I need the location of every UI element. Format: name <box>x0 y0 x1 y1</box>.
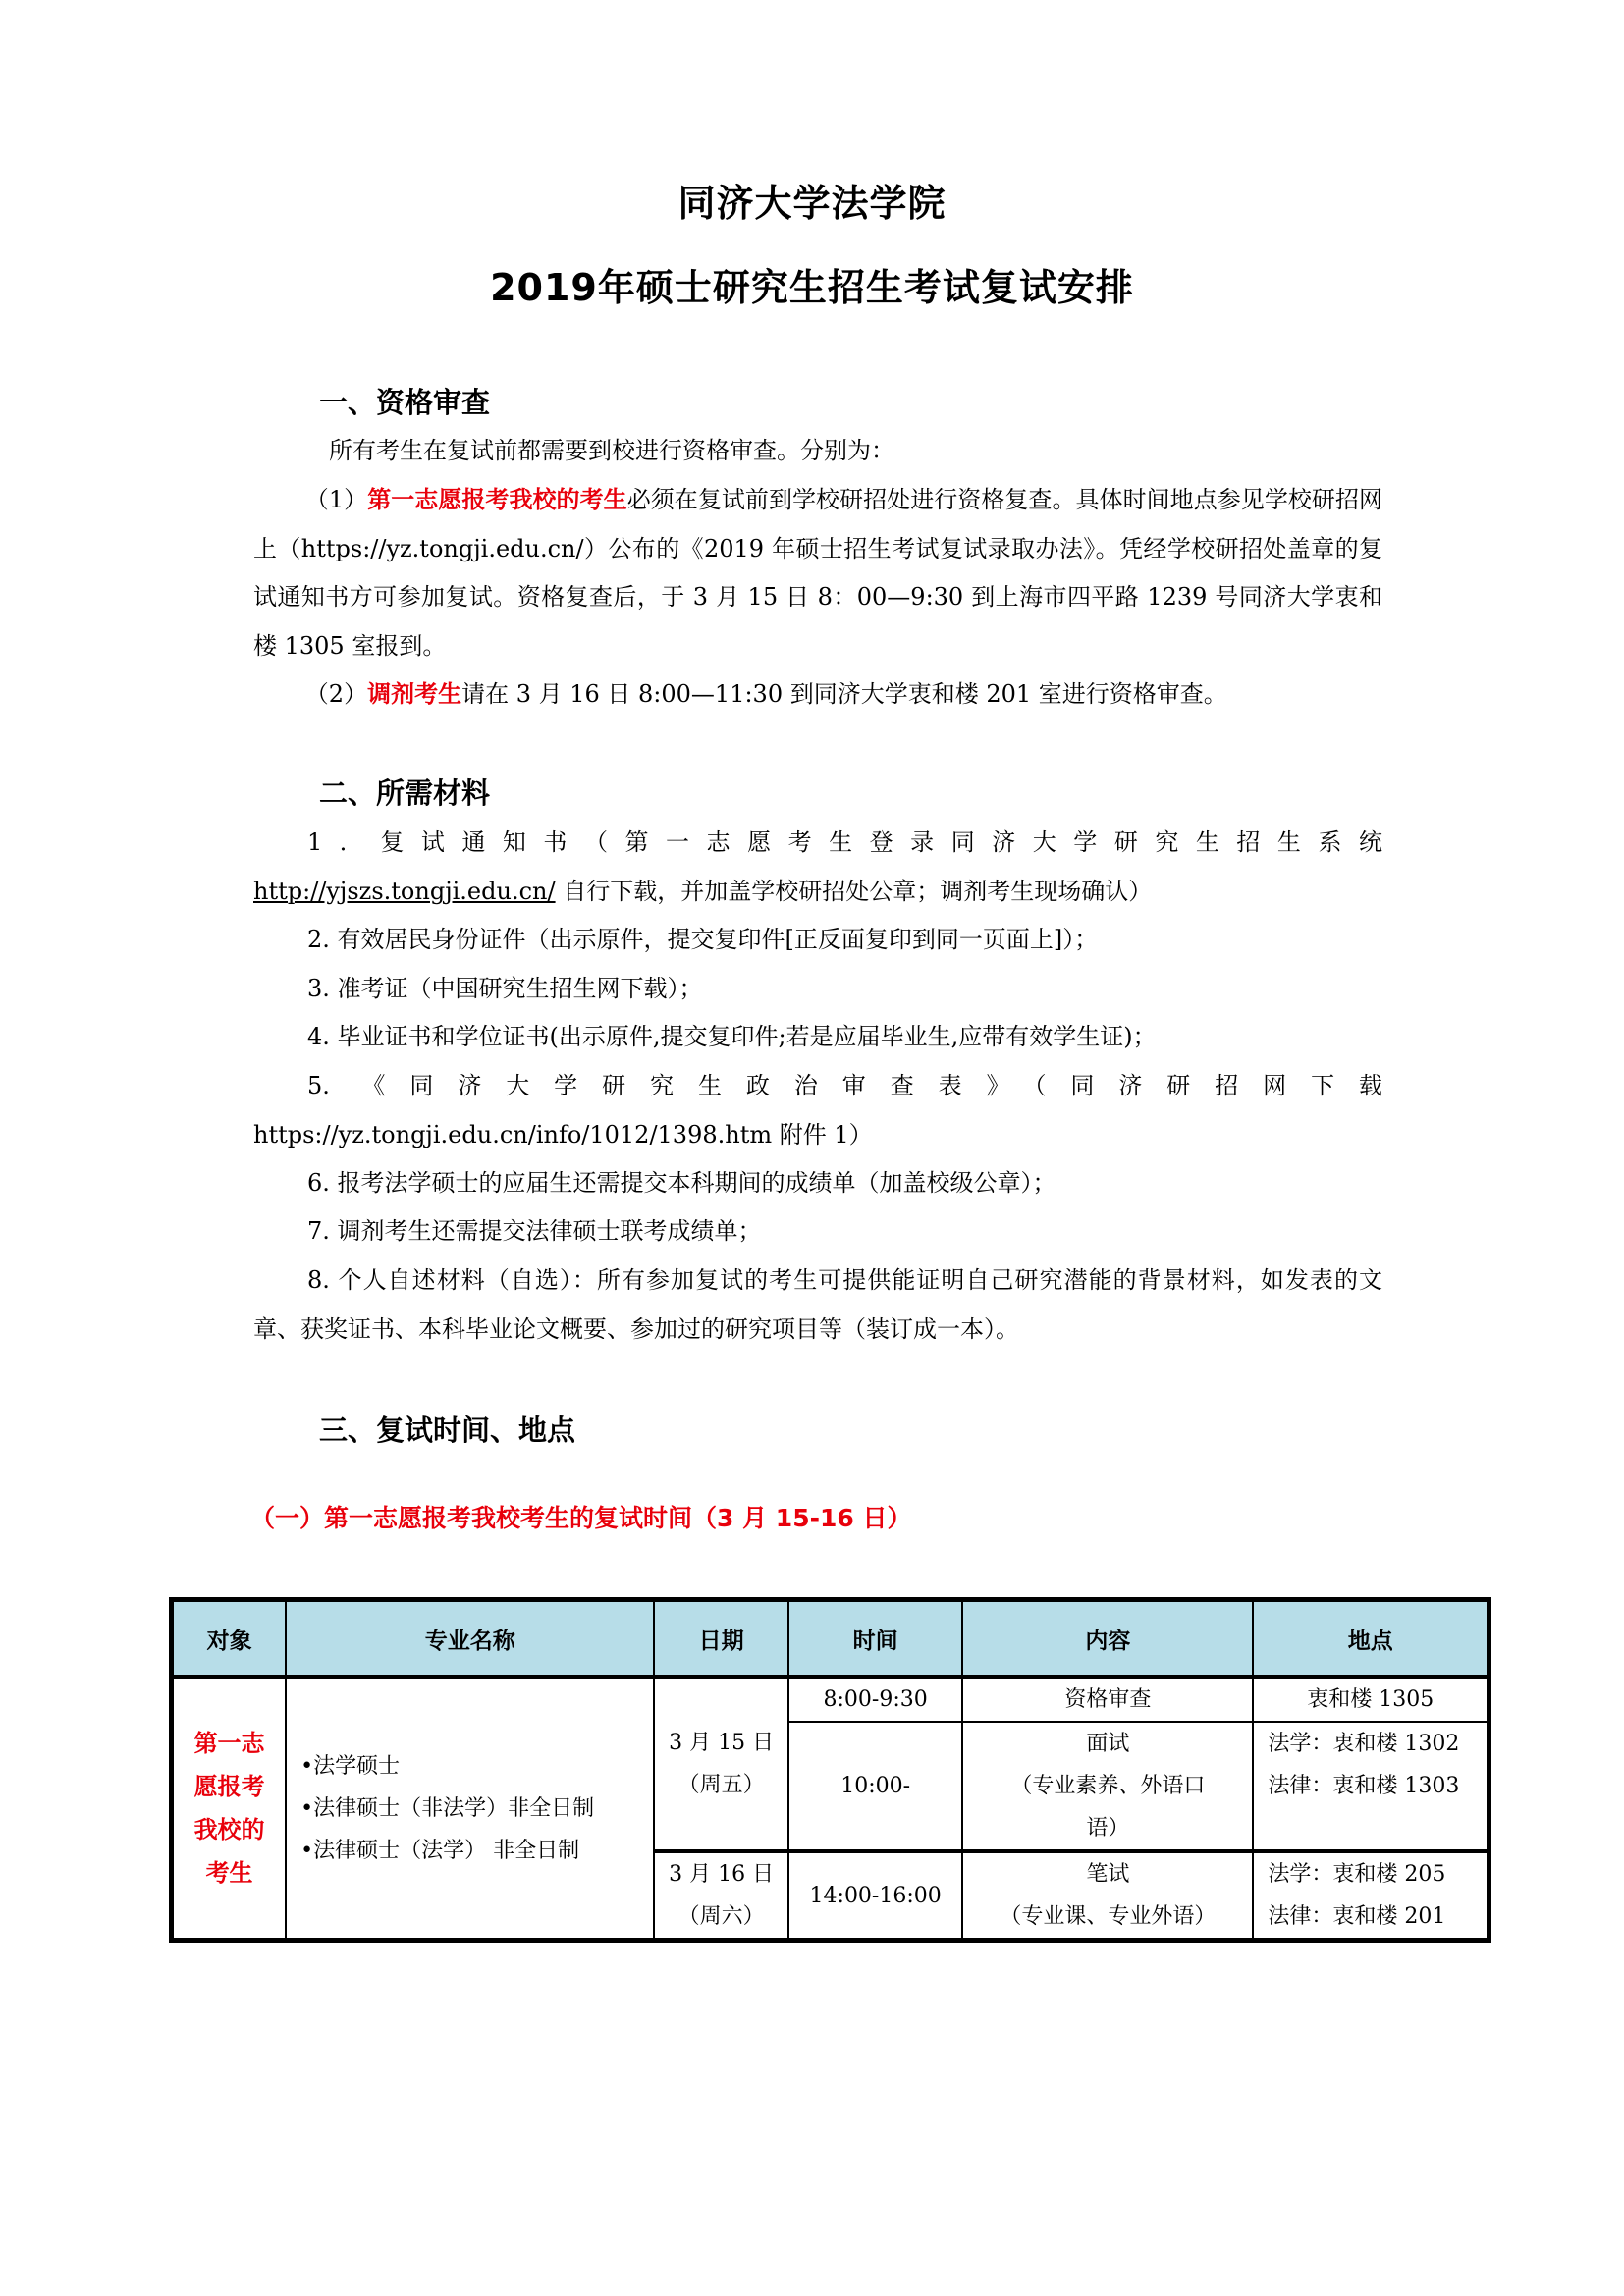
qualification-item-1 <box>253 476 1382 670</box>
materials-item-6: 6. 报考法学硕士的应届生还需提交本科期间的成绩单（加盖校级公章）； <box>307 1169 1056 1197</box>
content-cell: 面试 （专业素养、外语口语） <box>962 1722 1253 1851</box>
item-text: 请在 3 月 16 日 8:00—11:30 到同济大学衷和楼 201 室进行资格审查。 <box>461 680 1227 708</box>
section-heading-materials: 二、所需材料 <box>319 776 491 810</box>
header-major: 专业名称 <box>286 1600 654 1678</box>
item-text: https://yz.tongji.edu.cn/info/1012/1398.htm 附件 1） <box>253 1120 873 1148</box>
table-header-row <box>172 1600 1489 1678</box>
location-cell: 法学：衷和楼 205 法律：衷和楼 201 <box>1253 1851 1489 1941</box>
header-content: 内容 <box>962 1600 1253 1678</box>
date-cell: 3 月 16 日 （周六） <box>654 1851 788 1941</box>
schedule-table <box>169 1597 1491 1943</box>
highlight-applicants: 报考我校的考生 <box>461 486 627 513</box>
materials-item-8: 8. 个人自述材料（自选）：所有参加复试的考生可提供能证明自己研究潜能的背景材料，如发表的文章、获奖证书、本科毕业论文概要、参加过的研究项目等（装订成一本）。 <box>253 1266 1382 1343</box>
major-item: •法学硕士 <box>300 1753 401 1779</box>
materials-item-1 <box>253 819 1382 916</box>
header-object: 对象 <box>172 1600 287 1678</box>
content-cell: 笔试 （专业课、专业外语） <box>962 1851 1253 1941</box>
date-cell: 3 月 15 日 （周五） <box>654 1677 788 1851</box>
materials-item-2: 2. 有效居民身份证件（出示原件，提交复印件[正反面复印到同一页面上]）； <box>307 926 1099 953</box>
item-text: 1．复试通知书（第一志愿考生登录同济大学研究生招生系统 <box>307 828 1382 856</box>
header-time: 时间 <box>788 1600 962 1678</box>
header-location: 地点 <box>1253 1600 1489 1678</box>
materials-item-5 <box>253 1062 1382 1159</box>
major-item: •法律硕士（非法学）非全日制 <box>300 1795 595 1821</box>
majors-cell <box>286 1677 654 1941</box>
document-subtitle: 2019年硕士研究生招生考试复试安排 <box>490 266 1134 309</box>
section-heading-qualification: 一、资格审查 <box>319 386 491 419</box>
item-text: 5. 《同济大学研究生政治审查表》（同济研招网下载 <box>307 1072 1382 1099</box>
highlight-first-choice: 第一志愿 <box>367 486 462 513</box>
admission-system-link[interactable]: http://yjszs.tongji.edu.cn/ <box>253 877 556 905</box>
materials-item-7: 7. 调剂考生还需提交法律硕士联考成绩单； <box>307 1217 762 1245</box>
item-text: 必须在复试前到学校研招处进行资格复查。具体时间地点参见学校研招网上（https://yz.tongji.edu.cn/）公布的《2019 年硕士招生考试复试录取办法》。凭经学校研招处盖章的复试通知书方可参加复试。资格复查后，于 3 月 15 日 8：00—9:30 到上海市四平路 1239 号同济大学衷和楼 1305 室报到。 <box>253 486 1383 660</box>
materials-item-4: 4. 毕业证书和学位证书(出示原件,提交复印件;若是应届毕业生,应带有效学生证)； <box>307 1023 1157 1050</box>
schedule-subheading: （一）第一志愿报考我校考生的复试时间（3 月 15-16 日） <box>250 1504 912 1532</box>
highlight-transfer: 调剂考生 <box>367 680 462 708</box>
section-heading-schedule: 三、复试时间、地点 <box>319 1414 576 1447</box>
location-cell: 法学：衷和楼 1302 法律：衷和楼 1303 <box>1253 1722 1489 1851</box>
materials-item-3: 3. 准考证（中国研究生招生网下载）； <box>307 975 703 1002</box>
location-cell: 衷和楼 1305 <box>1253 1677 1489 1722</box>
object-cell: 第一志 愿报考 我校的 考生 <box>172 1677 287 1941</box>
item-text: 自行下载，并加盖学校研招处公章；调剂考生现场确认） <box>555 877 1153 905</box>
qualification-item-2 <box>253 670 1382 720</box>
item-prefix: （2） <box>304 680 368 708</box>
time-cell: 10:00- <box>788 1722 962 1851</box>
major-item: •法律硕士（法学） 非全日制 <box>300 1838 580 1863</box>
document-title: 同济大学法学院 <box>677 182 947 225</box>
table-row <box>172 1677 1489 1722</box>
qualification-intro: 所有考生在复试前都需要到校进行资格审查。分别为： <box>329 437 894 464</box>
time-cell: 8:00-9:30 <box>788 1677 962 1722</box>
item-prefix: （1） <box>304 486 368 513</box>
content-cell: 资格审查 <box>962 1677 1253 1722</box>
time-cell: 14:00-16:00 <box>788 1851 962 1941</box>
header-date: 日期 <box>654 1600 788 1678</box>
